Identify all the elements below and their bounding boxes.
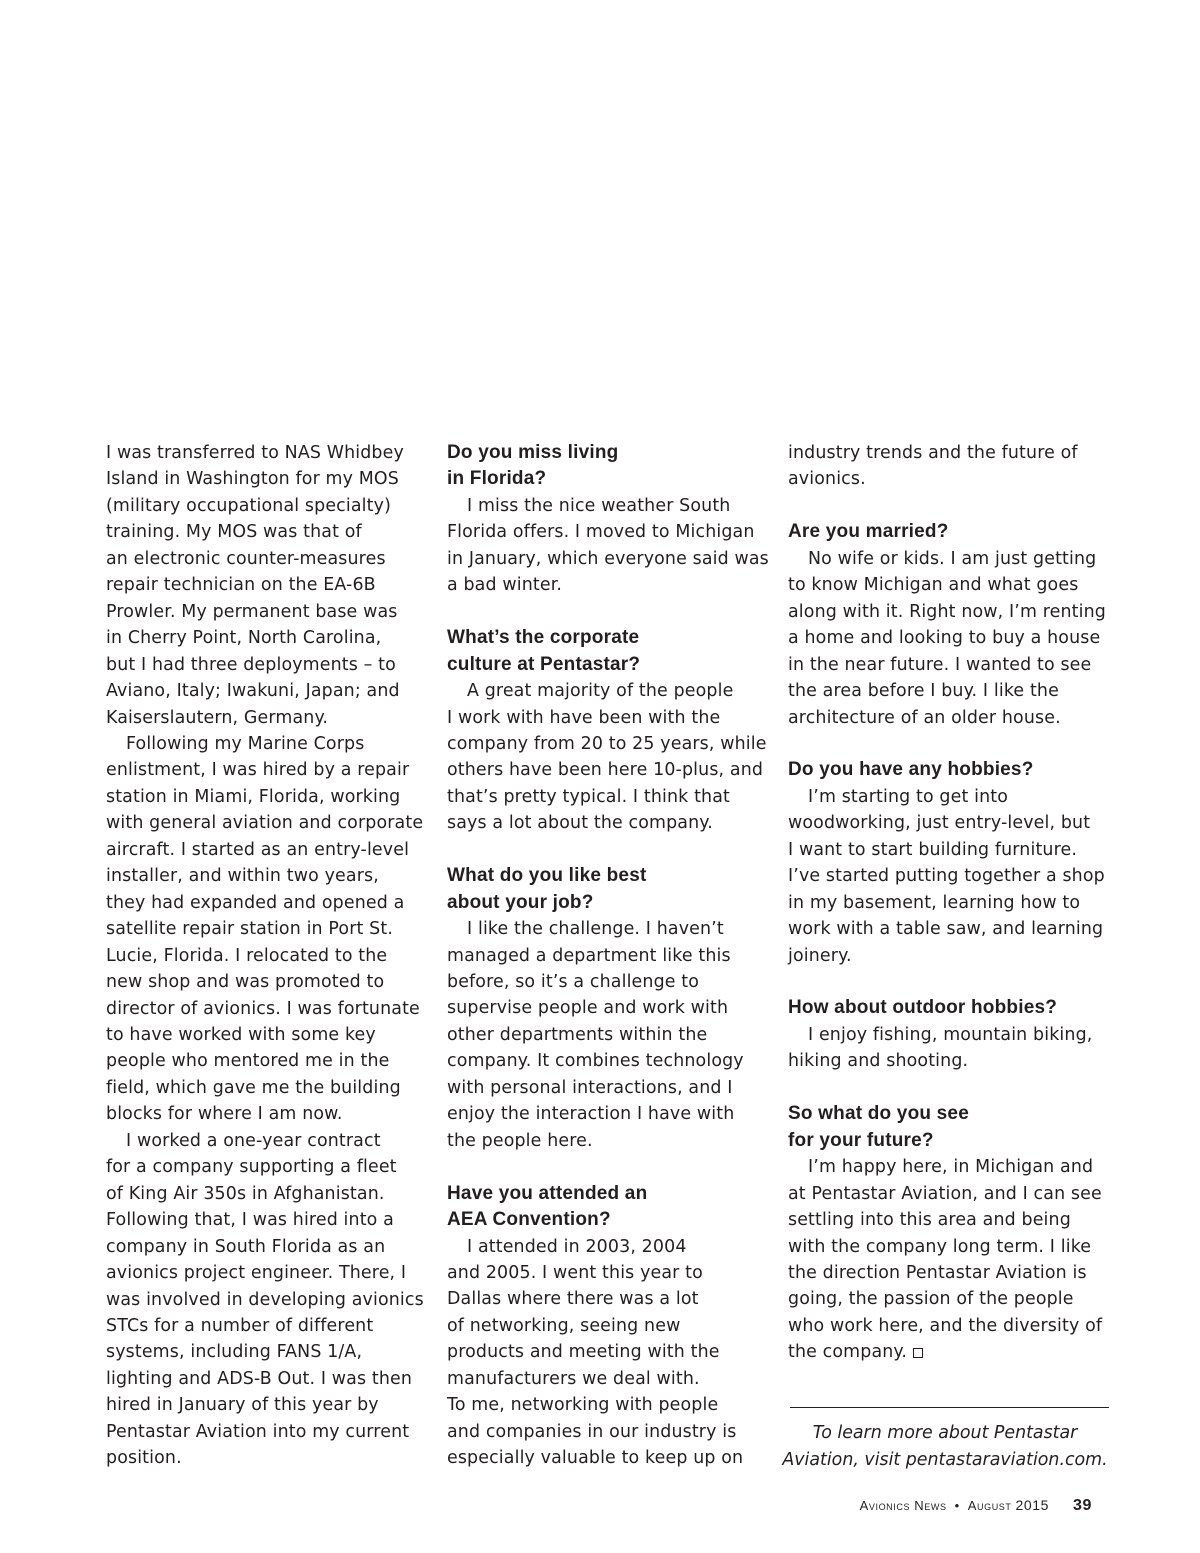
body-text-line: I’ve started putting together a shop xyxy=(788,866,1105,887)
section-spacer xyxy=(788,731,1106,757)
body-text-line: STCs for a number of different xyxy=(106,1315,374,1336)
issue-month: August xyxy=(967,1498,1012,1513)
body-text-line: I like the challenge. I haven’t xyxy=(467,919,724,940)
body-text-line: Kaiserslautern, Germany. xyxy=(106,707,329,728)
body-text-line: station in Miami, Florida, working xyxy=(106,786,401,807)
body-text-line: A great majority of the people xyxy=(467,681,734,702)
question-heading-line: Do you have any hobbies? xyxy=(788,759,1034,781)
body-text-line: enlistment, I was hired by a repair xyxy=(106,760,410,781)
body-text-line: in January, which everyone said was xyxy=(447,548,769,569)
article-column-2 xyxy=(447,440,769,1472)
body-text-line: in Cherry Point, North Carolina, xyxy=(106,628,382,649)
body-text-line: to have worked with some key xyxy=(106,1024,376,1045)
body-text-line: people who mentored me in the xyxy=(106,1051,390,1072)
body-text-line: blocks for where I am now. xyxy=(106,1104,343,1125)
body-text-line: systems, including FANS 1/A, xyxy=(106,1342,363,1363)
body-text-line: enjoy the interaction I have with xyxy=(447,1104,735,1125)
body-text-line: To me, networking with people xyxy=(447,1395,719,1416)
question-heading-line: for your future? xyxy=(788,1129,934,1151)
body-text-line: others have been here 10-plus, and xyxy=(447,760,764,781)
question-heading-line: culture at Pentastar? xyxy=(447,653,641,675)
body-text-line: Florida offers. I moved to Michigan xyxy=(447,522,755,543)
body-text-line: position. xyxy=(106,1448,182,1469)
page-footer xyxy=(860,1497,1092,1515)
body-text-line: hired in January of this year by xyxy=(106,1395,379,1416)
body-text-line: settling into this area and being xyxy=(788,1210,1071,1231)
question-heading-line: about your job? xyxy=(447,891,594,913)
body-text-line: architecture of an older house. xyxy=(788,707,1061,728)
question-heading-line: What’s the corporate xyxy=(447,627,640,649)
end-of-article-icon xyxy=(913,1348,923,1358)
body-text-line: going, the passion of the people xyxy=(788,1289,1074,1310)
body-text-line: of King Air 350s in Afghanistan. xyxy=(106,1183,385,1204)
body-text-line: (military occupational specialty) xyxy=(106,495,392,516)
body-text-line: satellite repair station in Port St. xyxy=(106,919,393,940)
question-heading-line: in Florida? xyxy=(447,468,547,490)
learn-more-line: Aviation, visit pentastaraviation.com. xyxy=(782,1449,1108,1470)
body-text-line: I’m happy here, in Michigan and xyxy=(808,1157,1094,1178)
learn-more-note xyxy=(780,1420,1110,1473)
article-column-1 xyxy=(106,440,424,1472)
body-text-line: was involved in developing avionics xyxy=(106,1289,424,1310)
body-text-line: the people here. xyxy=(447,1130,593,1151)
learn-more-line: To learn more about Pentastar xyxy=(812,1423,1078,1443)
body-text-line: woodworking, just entry-level, but xyxy=(788,813,1091,834)
body-text-line: with the company long term. I like xyxy=(788,1236,1092,1257)
body-text-line: No wife or kids. I am just getting xyxy=(808,548,1097,569)
body-text-line: and 2005. I went this year to xyxy=(447,1263,703,1283)
body-text-line: I was transferred to NAS Whidbey xyxy=(106,443,404,463)
body-text-line: Dallas where there was a lot xyxy=(447,1289,699,1310)
page-number: 39 xyxy=(1073,1497,1092,1514)
question-heading-line: What do you like best xyxy=(447,865,647,887)
body-text-line: of networking, seeing new xyxy=(447,1315,681,1336)
body-text-line: industry trends and the future of xyxy=(788,443,1078,463)
body-text-line: I want to start building furniture. xyxy=(788,839,1078,860)
section-spacer xyxy=(447,1154,765,1180)
section-spacer xyxy=(788,1075,1106,1101)
body-text-line: but I had three deployments – to xyxy=(106,654,396,675)
body-text-line: Aviano, Italy; Iwakuni, Japan; and xyxy=(106,681,400,702)
body-text-line: I worked a one-year contract xyxy=(126,1130,381,1151)
body-text-line: the direction Pentastar Aviation is xyxy=(788,1262,1087,1283)
body-text-line: in the near future. I wanted to see xyxy=(788,654,1092,675)
section-spacer xyxy=(788,493,1106,519)
section-spacer xyxy=(788,969,1106,995)
body-text-line: company. It combines technology xyxy=(447,1051,744,1072)
body-text-line: field, which gave me the building xyxy=(106,1077,401,1098)
issue-year: 2015 xyxy=(1015,1497,1049,1513)
body-text-line: Lucie, Florida. I relocated to the xyxy=(106,945,388,966)
question-heading-line: Do you miss living xyxy=(447,442,619,463)
body-text-line: that’s pretty typical. I think that xyxy=(447,786,730,807)
question-heading-line: Are you married? xyxy=(788,521,949,543)
body-text-line: I work with have been with the xyxy=(447,707,721,728)
body-text-line: I attended in 2003, 2004 xyxy=(467,1236,687,1257)
body-text-line: Pentastar Aviation into my current xyxy=(106,1421,410,1442)
body-text-line: repair technician on the EA-6B xyxy=(106,575,376,596)
section-spacer xyxy=(447,837,765,863)
closing-rule xyxy=(790,1407,1109,1408)
body-text-line: an electronic counter-measures xyxy=(106,548,386,569)
body-text-line: says a lot about the company. xyxy=(447,813,713,834)
question-heading-line: Have you attended an xyxy=(447,1182,648,1204)
body-text-line: who work here, and the diversity of xyxy=(788,1315,1103,1336)
body-text-line: to know Michigan and what goes xyxy=(788,575,1079,596)
body-text-line: other departments within the xyxy=(447,1024,708,1045)
body-text-line: new shop and was promoted to xyxy=(106,972,385,993)
body-text-line: for a company supporting a fleet xyxy=(106,1157,397,1178)
body-text-line: company in South Florida as an xyxy=(106,1236,386,1257)
body-text-line: managed a department like this xyxy=(447,945,731,966)
body-text-line: they had expanded and opened a xyxy=(106,892,405,913)
body-text-line: company from 20 to 25 years, while xyxy=(447,733,767,754)
body-text-line: I miss the nice weather South xyxy=(467,495,731,516)
body-text-line: products and meeting with the xyxy=(447,1342,720,1363)
footer-separator: • xyxy=(954,1498,960,1513)
body-text-line: with personal interactions, and I xyxy=(447,1077,733,1098)
body-text-line: Following my Marine Corps xyxy=(126,733,365,754)
body-text-line: the area before I buy. I like the xyxy=(788,681,1059,702)
body-text-line: manufacturers we deal with. xyxy=(447,1368,700,1389)
body-text-line: a home and looking to buy a house xyxy=(788,628,1101,649)
body-text-line: before, so it’s a challenge to xyxy=(447,972,700,993)
body-text-line: a bad winter. xyxy=(447,575,563,596)
body-text-line: joinery. xyxy=(788,945,852,966)
article-column-3 xyxy=(788,440,1106,1366)
body-text-line: supervise people and work with xyxy=(447,998,729,1019)
body-text-line: hiking and shooting. xyxy=(788,1051,969,1072)
body-text-line: installer, and within two years, xyxy=(106,866,379,887)
body-text-line: at Pentastar Aviation, and I can see xyxy=(788,1183,1102,1204)
body-text-line: I enjoy fishing, mountain biking, xyxy=(808,1024,1093,1045)
body-text-line: director of avionics. I was fortunate xyxy=(106,998,420,1019)
question-heading-line: So what do you see xyxy=(788,1103,969,1125)
body-text-line: Island in Washington for my MOS xyxy=(106,469,399,490)
body-text-line: in my basement, learning how to xyxy=(788,892,1081,913)
body-text-line: especially valuable to keep up on xyxy=(447,1448,744,1469)
body-text-line: Following that, I was hired into a xyxy=(106,1210,394,1231)
body-text-line: Prowler. My permanent base was xyxy=(106,601,398,622)
body-text-line: aircraft. I started as an entry-level xyxy=(106,839,410,860)
body-text-line: training. My MOS was that of xyxy=(106,522,362,543)
body-text-line: work with a table saw, and learning xyxy=(788,919,1104,940)
question-heading-line: How about outdoor hobbies? xyxy=(788,997,1058,1019)
body-text-line: the company. xyxy=(788,1339,1106,1365)
question-heading-line: AEA Convention? xyxy=(447,1209,611,1231)
body-text-line: lighting and ADS-B Out. I was then xyxy=(106,1368,413,1389)
body-text-line: avionics project engineer. There, I xyxy=(106,1263,407,1284)
body-text-line: avionics. xyxy=(788,469,866,490)
body-text-line: with general aviation and corporate xyxy=(106,813,424,834)
body-text-line: I’m starting to get into xyxy=(808,786,1009,807)
publication-name: Avionics News xyxy=(859,1498,947,1513)
section-spacer xyxy=(447,599,765,625)
body-text-line: along with it. Right now, I’m renting xyxy=(788,601,1106,622)
body-text-line: and companies in our industry is xyxy=(447,1421,737,1442)
